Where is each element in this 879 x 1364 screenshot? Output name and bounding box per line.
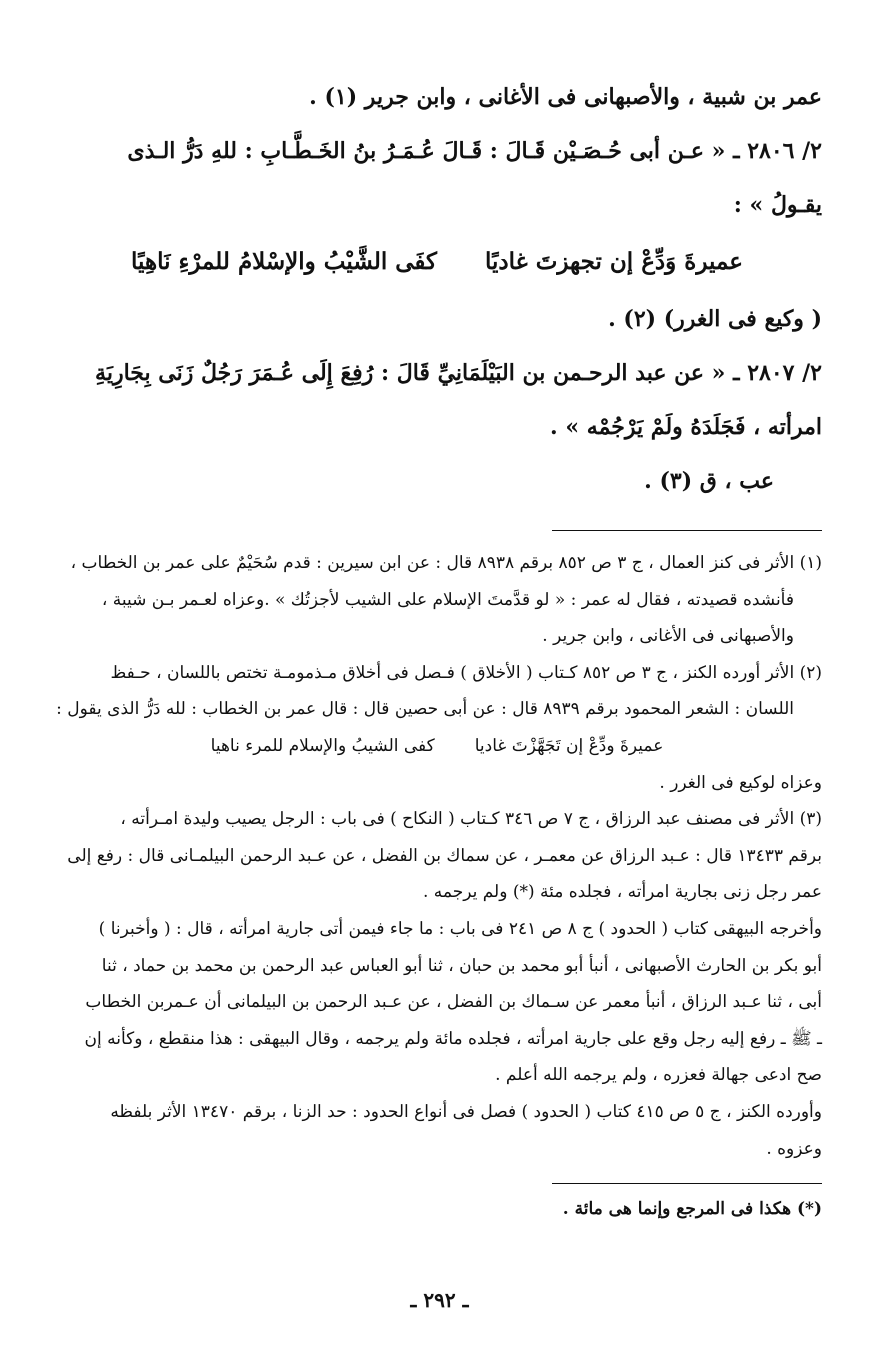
main-text: [52, 70, 822, 508]
star-note: [52, 1192, 822, 1226]
page-content: [52, 70, 822, 1226]
verse-couplet: [52, 232, 822, 292]
star-note-text: (*) هكذا فى المرجع وإنما هى مائة .: [562, 1199, 822, 1220]
footnote-line: وعزوه .: [766, 1138, 822, 1159]
verse-hemistich-left: كفَى الشَّيْبُ والإسْلامُ للمرْءِ نَاهِيًا: [131, 248, 438, 275]
footnote-verse-left: كفى الشيبُ والإسلام للمرء ناهيا: [210, 735, 435, 756]
verse-hemistich-right: عميرةَ وَدِّعْ إن تجهزتَ غاديًا: [485, 248, 743, 275]
footnote-line: فأنشده قصيدته ، فقال له عمر : « لو قدَّمتَ الإسلام على الشيب لأجزتُك » .وعزاه لعـمر بـن شيبة ،: [101, 589, 794, 610]
footnote-line: برقم ١٣٤٣٣ قال : عـبد الرزاق عن معمـر ، عن سماك بن الفضل ، عن عـبد الرحمن البيلمـانى قال : رفع إلى: [67, 845, 822, 866]
footnote-line: (١) الأثر فى كنز العمال ، ج ٣ ص ٨٥٢ برقم ٨٩٣٨ قال : عن ابن سيرين : قدم سُحَيْمٌ على عمر بن الخطاب ،: [70, 553, 822, 573]
footnotes: [52, 545, 822, 1167]
main-line: عب ، ق (٣) .: [644, 468, 774, 494]
footnote-line: وعزاه لوكيع فى الغرر .: [659, 772, 822, 793]
footnote-line: أبى ، ثنا عـبد الرزاق ، أنبأ معمر عن سـماك بن الفضل ، عن عـبد الرحمن بن البيلمانى أن عـمربن الخطاب: [85, 992, 822, 1013]
footnote-line: (٢) الأثر أورده الكنز ، ج ٣ ص ٨٥٢ كـتاب ( الأخلاق ) فـصل فى أخلاق مـذمومـة تختص باللسان ، حـفظ: [110, 662, 822, 683]
footnote-line: (٣) الأثر فى مصنف عبد الرزاق ، ج ٧ ص ٣٤٦ كـتاب ( النكاح ) فى باب : الرجل يصيب وليدة امـرأته ،: [120, 809, 822, 830]
footnote-line: ـ ﷺ ـ رفع إليه رجل وقع على جارية امرأته ، فجلده مائة ولم يرجمه ، وقال البيهقى : هذا منقطع ، وكأنه إن: [84, 1028, 822, 1049]
main-line: ٢/ ٢٨٠٦ ـ « عـن أبى حُـصَـيْن قَـالَ : قَـالَ عُـمَـرُ بنُ الخَـطَّـابِ : للهِ دَرُّ الـذى: [127, 138, 822, 164]
footnote-line: أبو بكر بن الحارث الأصبهانى ، أنبأ أبو محمد بن حبان ، ثنا أبو العباس عبد الرحمن بن محمد بن حماد ، ثنا: [101, 955, 822, 976]
footnote-line: والأصبهانى فى الأغانى ، وابن جرير .: [542, 626, 794, 647]
footnote-line: عمر رجل زنى بجارية امرأته ، فجلده مئة (*) ولم يرجمه .: [422, 882, 822, 903]
footnote-verse-right: عميرةَ ودِّعْ إن تَجَهَّزْتَ غاديا: [474, 735, 664, 756]
footnote-line: وأخرجه البيهقى كتاب ( الحدود ) ج ٨ ص ٢٤١ فى باب : ما جاء فيمن أتى جارية امرأته ، قال : ( وأخبرنا ): [98, 918, 822, 939]
main-line: امرأته ، فَجَلَدَهُ ولَمْ يَرْجُمْه » .: [550, 414, 822, 440]
footnote-line: وأورده الكنز ، ج ٥ ص ٤١٥ كتاب ( الحدود ) فصل فى أنواع الحدود : حد الزنا ، برقم ١٣٤٧٠ الأثر بلفظه: [110, 1101, 822, 1122]
footnote-line: اللسان : الشعر المحمود برقم ٨٩٣٩ قال : عن أبى حصين قال : قال عمر بن الخطاب : لله دَرُّ الذى يقول :: [56, 699, 794, 720]
main-line: يقـولُ » :: [733, 192, 822, 218]
main-line: ( وكيع فى الغرر) (٢) .: [608, 306, 822, 332]
main-line: ٢/ ٢٨٠٧ ـ « عن عبد الرحـمن بن البَيْلَمَانِيِّ قَالَ : رُفِعَ إِلَى عُـمَرَ رَجُلٌ زَنَى بِجَارِيَةِ: [95, 360, 822, 386]
main-line: عمر بن شبية ، والأصبهانى فى الأغانى ، وابن جرير (١) .: [309, 84, 822, 110]
footnote-line: صح ادعى جهالة فعزره ، ولم يرجمه الله أعلم .: [495, 1065, 822, 1086]
star-note-separator: [552, 1183, 822, 1184]
page-number: ـ ٢٩٢ ـ: [410, 1288, 469, 1312]
footnote-separator: [552, 530, 822, 531]
footnote-verse: [52, 728, 822, 765]
